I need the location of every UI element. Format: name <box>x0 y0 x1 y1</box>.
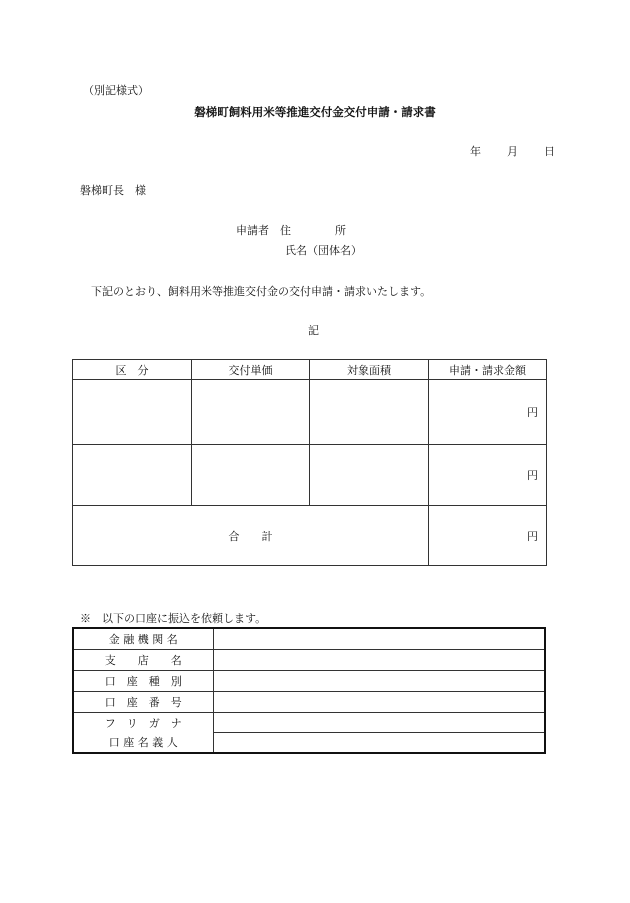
document-title: 磐梯町飼料用米等推進交付金交付申請・請求書 <box>194 105 436 119</box>
yen-unit: 円 <box>527 469 538 482</box>
table-row <box>73 445 547 506</box>
bank-row <box>73 671 545 692</box>
header-unit-price: 交付単価 <box>192 360 310 380</box>
unit-price-cell[interactable] <box>192 445 310 506</box>
total-row <box>73 506 547 566</box>
area-cell[interactable] <box>310 445 429 506</box>
bank-row <box>73 713 545 733</box>
date-month: 月 <box>507 145 518 158</box>
furigana-field[interactable] <box>213 713 545 733</box>
unit-price-cell[interactable] <box>192 380 310 445</box>
account-number-label: 口 座 番 号 <box>73 692 213 713</box>
yen-unit: 円 <box>527 406 538 419</box>
total-label: 合 計 <box>228 529 273 543</box>
total-amount-cell[interactable] <box>429 506 547 566</box>
header-area: 対象面積 <box>310 360 429 380</box>
category-cell[interactable] <box>73 445 192 506</box>
header-amount: 申請・請求金額 <box>429 360 547 380</box>
intro-text: 下記のとおり、飼料用米等推進交付金の交付申請・請求いたします。 <box>91 285 432 298</box>
branch-name-field[interactable] <box>213 650 545 671</box>
form-label: （別記様式） <box>83 84 149 97</box>
bank-row <box>73 628 545 650</box>
applicant-address-label: 申請者 住 所 <box>236 224 346 237</box>
account-holder-label: 口 座 名 義 人 <box>73 733 213 754</box>
branch-name-label: 支 店 名 <box>73 650 213 671</box>
bank-name-field[interactable] <box>213 628 545 650</box>
amount-cell[interactable] <box>429 380 547 445</box>
date-year: 年 <box>470 145 481 158</box>
bank-row <box>73 650 545 671</box>
amount-cell[interactable] <box>429 445 547 506</box>
bank-note: ※ 以下の口座に振込を依頼します。 <box>80 612 267 625</box>
yen-unit: 円 <box>527 529 538 543</box>
total-label-cell <box>73 506 429 566</box>
addressee: 磐梯町長 様 <box>80 184 146 197</box>
table-row <box>73 380 547 445</box>
header-category: 区 分 <box>73 360 192 380</box>
table-header-row <box>73 360 547 380</box>
date-day: 日 <box>544 145 555 158</box>
account-type-label: 口 座 種 別 <box>73 671 213 692</box>
ki-heading: 記 <box>308 324 319 337</box>
furigana-label: フ リ ガ ナ <box>73 713 213 733</box>
account-type-field[interactable] <box>213 671 545 692</box>
area-cell[interactable] <box>310 380 429 445</box>
date-line <box>470 143 555 159</box>
bank-row <box>73 692 545 713</box>
bank-name-label: 金 融 機 関 名 <box>73 628 213 650</box>
account-holder-field[interactable] <box>213 733 545 754</box>
category-cell[interactable] <box>73 380 192 445</box>
applicant-name-label: 氏名（団体名） <box>285 244 362 257</box>
account-number-field[interactable] <box>213 692 545 713</box>
bank-account-table <box>72 627 546 754</box>
application-table <box>72 359 547 566</box>
bank-row <box>73 733 545 754</box>
